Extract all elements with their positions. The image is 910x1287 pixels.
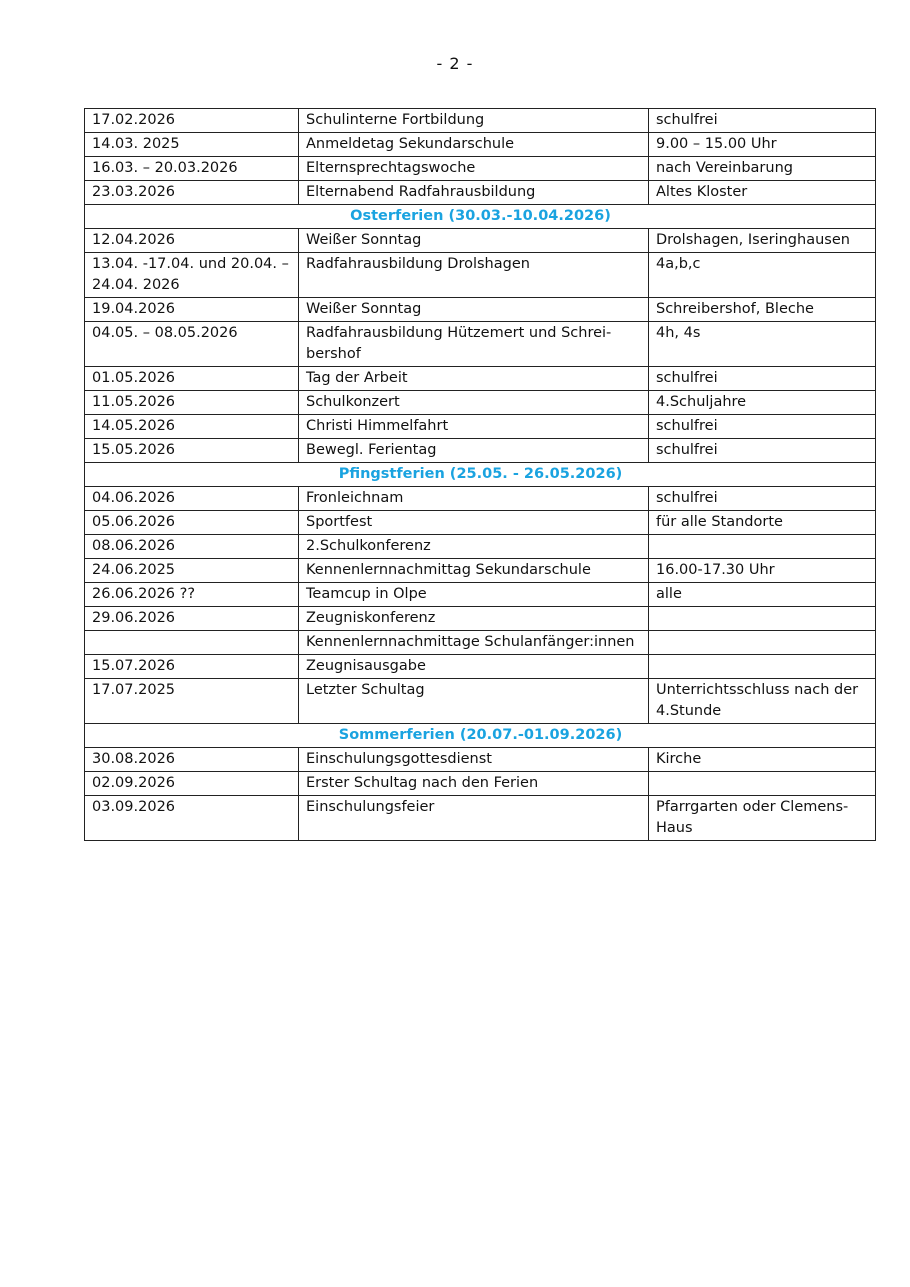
event-cell: Erster Schultag nach den Ferien xyxy=(299,772,649,796)
table-row xyxy=(85,439,876,463)
date-cell: 15.07.2026 xyxy=(85,655,299,679)
event-cell: Bewegl. Ferientag xyxy=(299,439,649,463)
date-cell: 02.09.2026 xyxy=(85,772,299,796)
info-cell: Kirche xyxy=(649,748,876,772)
event-cell: Elternsprechtagswoche xyxy=(299,157,649,181)
info-cell: für alle Standorte xyxy=(649,511,876,535)
event-cell: Elternabend Radfahrausbildung xyxy=(299,181,649,205)
date-cell: 14.05.2026 xyxy=(85,415,299,439)
date-cell: 03.09.2026 xyxy=(85,796,299,841)
info-cell: 4a,b,c xyxy=(649,253,876,298)
table-row xyxy=(85,181,876,205)
holiday-row xyxy=(85,724,876,748)
event-cell: Radfahrausbildung Hützemert und Schrei-bershof xyxy=(299,322,649,367)
event-cell: Einschulungsgottesdienst xyxy=(299,748,649,772)
table-row xyxy=(85,559,876,583)
info-cell: Unterrichtsschluss nach der 4.Stunde xyxy=(649,679,876,724)
table-row xyxy=(85,655,876,679)
table-row xyxy=(85,298,876,322)
info-cell: Schreibershof, Bleche xyxy=(649,298,876,322)
table-row xyxy=(85,253,876,298)
event-cell: Zeugnisausgabe xyxy=(299,655,649,679)
info-cell xyxy=(649,655,876,679)
date-cell: 17.02.2026 xyxy=(85,109,299,133)
holiday-label: Sommerferien (20.07.-01.09.2026) xyxy=(85,724,876,748)
table-row xyxy=(85,535,876,559)
event-cell: Letzter Schultag xyxy=(299,679,649,724)
info-cell xyxy=(649,607,876,631)
event-cell: Christi Himmelfahrt xyxy=(299,415,649,439)
event-cell: Zeugniskonferenz xyxy=(299,607,649,631)
date-cell: 05.06.2026 xyxy=(85,511,299,535)
info-cell: Pfarrgarten oder Clemens-Haus xyxy=(649,796,876,841)
date-cell: 11.05.2026 xyxy=(85,391,299,415)
holiday-label: Osterferien (30.03.-10.04.2026) xyxy=(85,205,876,229)
info-cell: Drolshagen, Iseringhausen xyxy=(649,229,876,253)
date-cell: 16.03. – 20.03.2026 xyxy=(85,157,299,181)
table-row xyxy=(85,322,876,367)
event-cell: Radfahrausbildung Drolshagen xyxy=(299,253,649,298)
info-cell xyxy=(649,535,876,559)
date-cell: 15.05.2026 xyxy=(85,439,299,463)
event-cell: Kennenlernnachmittage Schulanfänger:innen xyxy=(299,631,649,655)
info-cell: 9.00 – 15.00 Uhr xyxy=(649,133,876,157)
holiday-label: Pfingstferien (25.05. - 26.05.2026) xyxy=(85,463,876,487)
info-cell: schulfrei xyxy=(649,367,876,391)
table-row xyxy=(85,487,876,511)
event-cell: Kennenlernnachmittag Sekundarschule xyxy=(299,559,649,583)
event-cell: 2.Schulkonferenz xyxy=(299,535,649,559)
info-cell: 16.00-17.30 Uhr xyxy=(649,559,876,583)
date-cell: 24.06.2025 xyxy=(85,559,299,583)
table-row xyxy=(85,511,876,535)
table-row xyxy=(85,607,876,631)
page-number: - 2 - xyxy=(436,54,474,73)
date-cell xyxy=(85,631,299,655)
schedule-body xyxy=(85,109,876,841)
holiday-row xyxy=(85,463,876,487)
event-cell: Anmeldetag Sekundarschule xyxy=(299,133,649,157)
event-cell: Tag der Arbeit xyxy=(299,367,649,391)
date-cell: 26.06.2026 ?? xyxy=(85,583,299,607)
date-cell: 04.06.2026 xyxy=(85,487,299,511)
table-row xyxy=(85,133,876,157)
date-cell: 14.03. 2025 xyxy=(85,133,299,157)
date-cell: 17.07.2025 xyxy=(85,679,299,724)
info-cell: alle xyxy=(649,583,876,607)
table-row xyxy=(85,415,876,439)
info-cell xyxy=(649,631,876,655)
holiday-row xyxy=(85,205,876,229)
date-cell: 30.08.2026 xyxy=(85,748,299,772)
event-cell: Teamcup in Olpe xyxy=(299,583,649,607)
event-cell: Einschulungsfeier xyxy=(299,796,649,841)
table-row xyxy=(85,583,876,607)
info-cell xyxy=(649,772,876,796)
info-cell: schulfrei xyxy=(649,487,876,511)
date-cell: 01.05.2026 xyxy=(85,367,299,391)
event-cell: Schulinterne Fortbildung xyxy=(299,109,649,133)
date-cell: 04.05. – 08.05.2026 xyxy=(85,322,299,367)
table-row xyxy=(85,796,876,841)
event-cell: Fronleichnam xyxy=(299,487,649,511)
info-cell: schulfrei xyxy=(649,415,876,439)
event-cell: Weißer Sonntag xyxy=(299,229,649,253)
date-cell: 29.06.2026 xyxy=(85,607,299,631)
table-row xyxy=(85,367,876,391)
table-row xyxy=(85,748,876,772)
table-row xyxy=(85,772,876,796)
table-row xyxy=(85,679,876,724)
info-cell: Altes Kloster xyxy=(649,181,876,205)
info-cell: 4h, 4s xyxy=(649,322,876,367)
info-cell: schulfrei xyxy=(649,439,876,463)
date-cell: 19.04.2026 xyxy=(85,298,299,322)
schedule-table xyxy=(84,108,876,841)
date-cell: 08.06.2026 xyxy=(85,535,299,559)
date-cell: 23.03.2026 xyxy=(85,181,299,205)
table-row xyxy=(85,631,876,655)
info-cell: 4.Schuljahre xyxy=(649,391,876,415)
table-row xyxy=(85,391,876,415)
date-cell: 13.04. -17.04. und 20.04. – 24.04. 2026 xyxy=(85,253,299,298)
info-cell: nach Vereinbarung xyxy=(649,157,876,181)
table-row xyxy=(85,157,876,181)
table-row xyxy=(85,109,876,133)
table-row xyxy=(85,229,876,253)
info-cell: schulfrei xyxy=(649,109,876,133)
event-cell: Schulkonzert xyxy=(299,391,649,415)
event-cell: Weißer Sonntag xyxy=(299,298,649,322)
event-cell: Sportfest xyxy=(299,511,649,535)
date-cell: 12.04.2026 xyxy=(85,229,299,253)
